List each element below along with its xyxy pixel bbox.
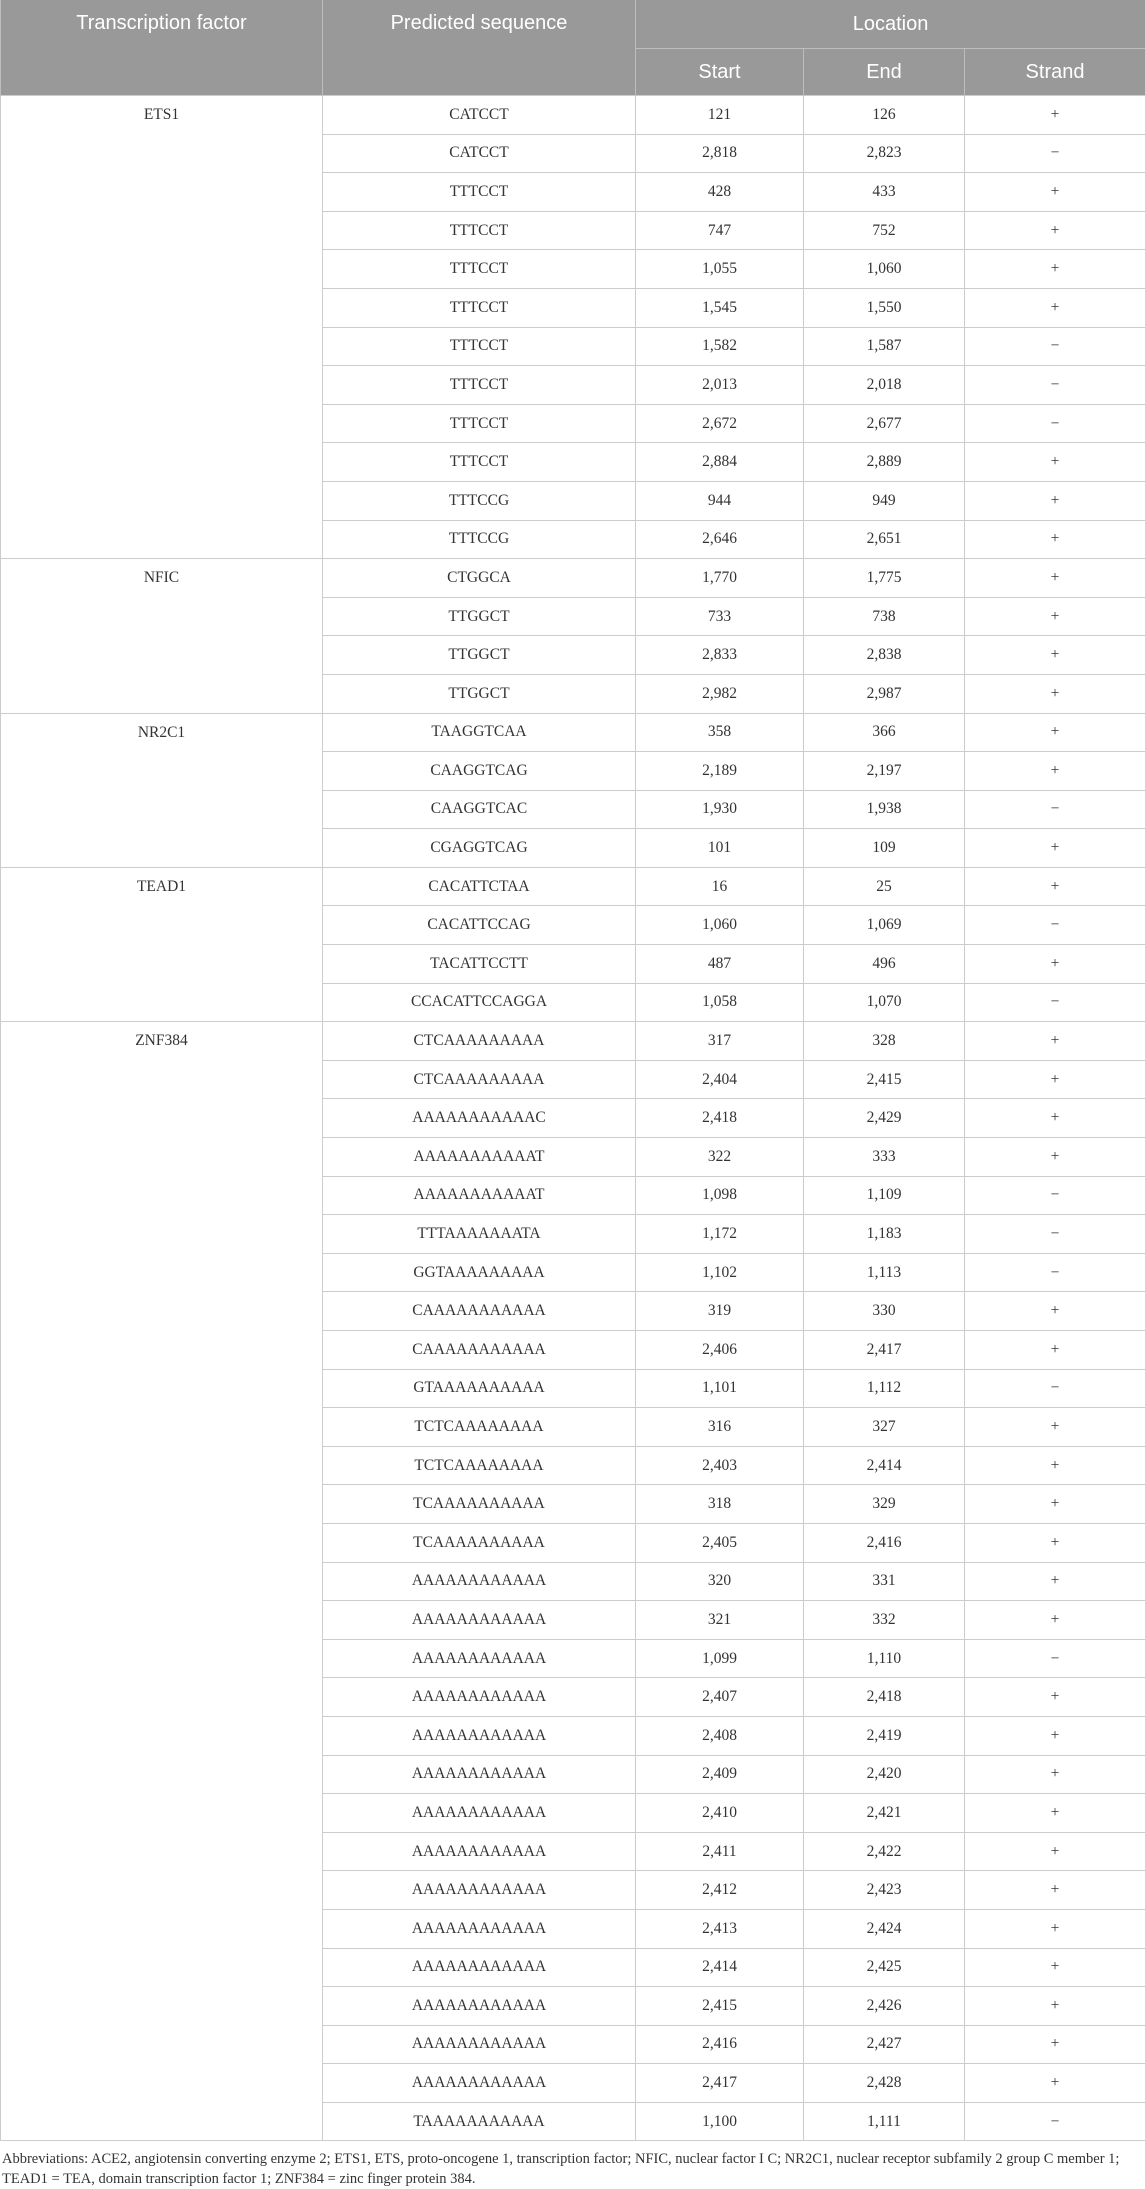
strand-cell: + xyxy=(965,211,1145,250)
sequence-cell: TTTCCT xyxy=(323,404,636,443)
strand-cell: + xyxy=(965,1909,1145,1948)
start-cell: 2,408 xyxy=(636,1716,804,1755)
start-cell: 317 xyxy=(636,1022,804,1061)
sequence-cell: AAAAAAAAAAAA xyxy=(323,1639,636,1678)
header-predicted-sequence: Predicted sequence xyxy=(323,0,636,96)
table-row xyxy=(1,867,1145,906)
strand-cell: + xyxy=(965,1794,1145,1833)
start-cell: 2,406 xyxy=(636,1331,804,1370)
start-cell: 16 xyxy=(636,867,804,906)
sequence-cell: TTTCCG xyxy=(323,481,636,520)
strand-cell: − xyxy=(965,1253,1145,1292)
start-cell: 101 xyxy=(636,829,804,868)
transcription-factor-cell: NR2C1 xyxy=(1,713,323,867)
end-cell: 1,938 xyxy=(804,790,965,829)
sequence-cell: TCAAAAAAAAAA xyxy=(323,1523,636,1562)
start-cell: 1,100 xyxy=(636,2102,804,2141)
sequence-cell: TCTCAAAAAAAA xyxy=(323,1408,636,1447)
strand-cell: + xyxy=(965,867,1145,906)
strand-cell: + xyxy=(965,636,1145,675)
end-cell: 2,427 xyxy=(804,2025,965,2064)
table-row xyxy=(1,1022,1145,1061)
sequence-cell: CAAGGTCAC xyxy=(323,790,636,829)
sequence-cell: CAAAAAAAAAAA xyxy=(323,1331,636,1370)
end-cell: 2,889 xyxy=(804,443,965,482)
end-cell: 2,426 xyxy=(804,1987,965,2026)
start-cell: 2,884 xyxy=(636,443,804,482)
sequence-cell: TTTCCT xyxy=(323,250,636,289)
start-cell: 316 xyxy=(636,1408,804,1447)
strand-cell: + xyxy=(965,1099,1145,1138)
start-cell: 2,410 xyxy=(636,1794,804,1833)
sequence-cell: AAAAAAAAAAAA xyxy=(323,2064,636,2103)
sequence-cell: TTTCCT xyxy=(323,173,636,212)
end-cell: 2,838 xyxy=(804,636,965,675)
strand-cell: + xyxy=(965,1755,1145,1794)
strand-cell: − xyxy=(965,2102,1145,2141)
end-cell: 2,651 xyxy=(804,520,965,559)
start-cell: 1,058 xyxy=(636,983,804,1022)
strand-cell: + xyxy=(965,1562,1145,1601)
sequence-cell: TTTCCT xyxy=(323,288,636,327)
end-cell: 1,070 xyxy=(804,983,965,1022)
transcription-factor-cell: TEAD1 xyxy=(1,867,323,1021)
end-cell: 1,110 xyxy=(804,1639,965,1678)
end-cell: 329 xyxy=(804,1485,965,1524)
end-cell: 366 xyxy=(804,713,965,752)
end-cell: 331 xyxy=(804,1562,965,1601)
start-cell: 1,060 xyxy=(636,906,804,945)
strand-cell: − xyxy=(965,1215,1145,1254)
strand-cell: + xyxy=(965,1948,1145,1987)
sequence-cell: TTTCCT xyxy=(323,366,636,405)
end-cell: 2,424 xyxy=(804,1909,965,1948)
end-cell: 2,419 xyxy=(804,1716,965,1755)
start-cell: 2,405 xyxy=(636,1523,804,1562)
strand-cell: + xyxy=(965,2064,1145,2103)
start-cell: 121 xyxy=(636,96,804,135)
sequence-cell: AAAAAAAAAAAC xyxy=(323,1099,636,1138)
sequence-cell: CTCAAAAAAAAA xyxy=(323,1022,636,1061)
sequence-cell: AAAAAAAAAAAA xyxy=(323,1716,636,1755)
strand-cell: + xyxy=(965,1523,1145,1562)
sequence-cell: AAAAAAAAAAAA xyxy=(323,1909,636,1948)
start-cell: 2,407 xyxy=(636,1678,804,1717)
sequence-cell: AAAAAAAAAAAA xyxy=(323,1948,636,1987)
start-cell: 428 xyxy=(636,173,804,212)
start-cell: 2,415 xyxy=(636,1987,804,2026)
strand-cell: − xyxy=(965,134,1145,173)
strand-cell: + xyxy=(965,1601,1145,1640)
start-cell: 1,770 xyxy=(636,559,804,598)
sequence-cell: CGAGGTCAG xyxy=(323,829,636,868)
sequence-cell: GGTAAAAAAAAA xyxy=(323,1253,636,1292)
strand-cell: − xyxy=(965,327,1145,366)
transcription-factor-cell: ZNF384 xyxy=(1,1022,323,2141)
end-cell: 1,111 xyxy=(804,2102,965,2141)
table-footnote: Abbreviations: ACE2, angiotensin converting enzyme 2; ETS1, ETS, proto-oncogene 1, transcription factor; NFIC, nuclear factor I C; NR2C1, nuclear receptor subfamily 2 group C member 1; TEAD1 = TEA, domain transcription factor 1; ZNF384 = zinc finger protein 384. xyxy=(0,2141,1145,2189)
end-cell: 109 xyxy=(804,829,965,868)
strand-cell: − xyxy=(965,404,1145,443)
sequence-cell: CAAGGTCAG xyxy=(323,752,636,791)
sequence-cell: AAAAAAAAAAAT xyxy=(323,1138,636,1177)
start-cell: 2,418 xyxy=(636,1099,804,1138)
strand-cell: − xyxy=(965,1176,1145,1215)
start-cell: 2,409 xyxy=(636,1755,804,1794)
sequence-cell: CACATTCCAG xyxy=(323,906,636,945)
strand-cell: + xyxy=(965,1292,1145,1331)
sequence-cell: TTTCCT xyxy=(323,443,636,482)
strand-cell: + xyxy=(965,1871,1145,1910)
end-cell: 332 xyxy=(804,1601,965,1640)
header-start: Start xyxy=(636,49,804,96)
start-cell: 2,833 xyxy=(636,636,804,675)
start-cell: 1,930 xyxy=(636,790,804,829)
strand-cell: + xyxy=(965,481,1145,520)
start-cell: 2,413 xyxy=(636,1909,804,1948)
end-cell: 2,415 xyxy=(804,1060,965,1099)
start-cell: 2,672 xyxy=(636,404,804,443)
end-cell: 2,987 xyxy=(804,674,965,713)
end-cell: 2,417 xyxy=(804,1331,965,1370)
start-cell: 1,101 xyxy=(636,1369,804,1408)
start-cell: 358 xyxy=(636,713,804,752)
start-cell: 2,982 xyxy=(636,674,804,713)
end-cell: 1,587 xyxy=(804,327,965,366)
strand-cell: + xyxy=(965,1022,1145,1061)
end-cell: 2,197 xyxy=(804,752,965,791)
end-cell: 2,018 xyxy=(804,366,965,405)
sequence-cell: CACATTCTAA xyxy=(323,867,636,906)
sequence-cell: AAAAAAAAAAAA xyxy=(323,1678,636,1717)
start-cell: 2,818 xyxy=(636,134,804,173)
sequence-cell: AAAAAAAAAAAA xyxy=(323,1871,636,1910)
sequence-cell: TTTCCG xyxy=(323,520,636,559)
end-cell: 2,429 xyxy=(804,1099,965,1138)
strand-cell: + xyxy=(965,520,1145,559)
sequence-cell: GTAAAAAAAAAA xyxy=(323,1369,636,1408)
sequence-cell: TACATTCCTT xyxy=(323,945,636,984)
strand-cell: + xyxy=(965,674,1145,713)
sequence-cell: CTGGCA xyxy=(323,559,636,598)
start-cell: 944 xyxy=(636,481,804,520)
end-cell: 1,112 xyxy=(804,1369,965,1408)
strand-cell: + xyxy=(965,443,1145,482)
header-location: Location xyxy=(636,0,1145,49)
end-cell: 1,113 xyxy=(804,1253,965,1292)
sequence-cell: AAAAAAAAAAAT xyxy=(323,1176,636,1215)
end-cell: 1,109 xyxy=(804,1176,965,1215)
sequence-cell: AAAAAAAAAAAA xyxy=(323,1601,636,1640)
end-cell: 1,183 xyxy=(804,1215,965,1254)
end-cell: 2,416 xyxy=(804,1523,965,1562)
start-cell: 320 xyxy=(636,1562,804,1601)
start-cell: 2,416 xyxy=(636,2025,804,2064)
strand-cell: + xyxy=(965,1832,1145,1871)
start-cell: 2,189 xyxy=(636,752,804,791)
strand-cell: + xyxy=(965,1138,1145,1177)
start-cell: 2,414 xyxy=(636,1948,804,1987)
start-cell: 2,403 xyxy=(636,1446,804,1485)
end-cell: 328 xyxy=(804,1022,965,1061)
end-cell: 2,428 xyxy=(804,2064,965,2103)
start-cell: 1,099 xyxy=(636,1639,804,1678)
strand-cell: + xyxy=(965,1408,1145,1447)
start-cell: 1,098 xyxy=(636,1176,804,1215)
end-cell: 752 xyxy=(804,211,965,250)
transcription-factor-cell: NFIC xyxy=(1,559,323,713)
sequence-cell: TAAAAAAAAAAA xyxy=(323,2102,636,2141)
start-cell: 1,055 xyxy=(636,250,804,289)
sequence-cell: CATCCT xyxy=(323,96,636,135)
strand-cell: − xyxy=(965,1639,1145,1678)
start-cell: 2,013 xyxy=(636,366,804,405)
sequence-cell: AAAAAAAAAAAA xyxy=(323,1755,636,1794)
sequence-cell: TTTAAAAAAATA xyxy=(323,1215,636,1254)
strand-cell: − xyxy=(965,1369,1145,1408)
start-cell: 2,412 xyxy=(636,1871,804,1910)
strand-cell: − xyxy=(965,366,1145,405)
strand-cell: + xyxy=(965,2025,1145,2064)
sequence-cell: TTTCCT xyxy=(323,211,636,250)
end-cell: 2,823 xyxy=(804,134,965,173)
end-cell: 327 xyxy=(804,1408,965,1447)
start-cell: 1,172 xyxy=(636,1215,804,1254)
transcription-factor-cell: ETS1 xyxy=(1,96,323,559)
end-cell: 2,421 xyxy=(804,1794,965,1833)
end-cell: 738 xyxy=(804,597,965,636)
strand-cell: − xyxy=(965,906,1145,945)
strand-cell: − xyxy=(965,790,1145,829)
table-row xyxy=(1,96,1145,135)
start-cell: 2,646 xyxy=(636,520,804,559)
start-cell: 318 xyxy=(636,1485,804,1524)
start-cell: 2,411 xyxy=(636,1832,804,1871)
sequence-cell: TCTCAAAAAAAA xyxy=(323,1446,636,1485)
start-cell: 322 xyxy=(636,1138,804,1177)
end-cell: 1,060 xyxy=(804,250,965,289)
sequence-cell: TTTCCT xyxy=(323,327,636,366)
start-cell: 1,582 xyxy=(636,327,804,366)
start-cell: 1,545 xyxy=(636,288,804,327)
strand-cell: + xyxy=(965,1716,1145,1755)
sequence-cell: TCAAAAAAAAAA xyxy=(323,1485,636,1524)
end-cell: 330 xyxy=(804,1292,965,1331)
strand-cell: + xyxy=(965,1446,1145,1485)
strand-cell: + xyxy=(965,173,1145,212)
end-cell: 126 xyxy=(804,96,965,135)
start-cell: 319 xyxy=(636,1292,804,1331)
sequence-cell: TTGGCT xyxy=(323,636,636,675)
end-cell: 2,422 xyxy=(804,1832,965,1871)
strand-cell: + xyxy=(965,1678,1145,1717)
strand-cell: + xyxy=(965,96,1145,135)
sequence-cell: CAAAAAAAAAAA xyxy=(323,1292,636,1331)
sequence-cell: TTGGCT xyxy=(323,674,636,713)
sequence-cell: CCACATTCCAGGA xyxy=(323,983,636,1022)
end-cell: 2,425 xyxy=(804,1948,965,1987)
sequence-cell: TAAGGTCAA xyxy=(323,713,636,752)
header-end: End xyxy=(804,49,965,96)
end-cell: 333 xyxy=(804,1138,965,1177)
strand-cell: + xyxy=(965,1060,1145,1099)
strand-cell: + xyxy=(965,288,1145,327)
sequence-cell: TTGGCT xyxy=(323,597,636,636)
start-cell: 2,417 xyxy=(636,2064,804,2103)
strand-cell: + xyxy=(965,1987,1145,2026)
strand-cell: + xyxy=(965,945,1145,984)
strand-cell: + xyxy=(965,713,1145,752)
end-cell: 2,420 xyxy=(804,1755,965,1794)
strand-cell: + xyxy=(965,559,1145,598)
table-row xyxy=(1,559,1145,598)
strand-cell: − xyxy=(965,983,1145,1022)
end-cell: 1,550 xyxy=(804,288,965,327)
end-cell: 2,418 xyxy=(804,1678,965,1717)
start-cell: 321 xyxy=(636,1601,804,1640)
sequence-cell: AAAAAAAAAAAA xyxy=(323,2025,636,2064)
start-cell: 733 xyxy=(636,597,804,636)
sequence-cell: CATCCT xyxy=(323,134,636,173)
end-cell: 25 xyxy=(804,867,965,906)
start-cell: 747 xyxy=(636,211,804,250)
sequence-cell: CTCAAAAAAAAA xyxy=(323,1060,636,1099)
header-transcription-factor: Transcription factor xyxy=(1,0,323,96)
end-cell: 1,775 xyxy=(804,559,965,598)
end-cell: 1,069 xyxy=(804,906,965,945)
strand-cell: + xyxy=(965,752,1145,791)
table-header xyxy=(1,0,1145,96)
sequence-cell: AAAAAAAAAAAA xyxy=(323,1987,636,2026)
header-strand: Strand xyxy=(965,49,1145,96)
table-row xyxy=(1,713,1145,752)
sequence-cell: AAAAAAAAAAAA xyxy=(323,1832,636,1871)
strand-cell: + xyxy=(965,829,1145,868)
end-cell: 2,414 xyxy=(804,1446,965,1485)
strand-cell: + xyxy=(965,1485,1145,1524)
end-cell: 433 xyxy=(804,173,965,212)
start-cell: 1,102 xyxy=(636,1253,804,1292)
start-cell: 2,404 xyxy=(636,1060,804,1099)
strand-cell: + xyxy=(965,1331,1145,1370)
sequence-cell: AAAAAAAAAAAA xyxy=(323,1794,636,1833)
end-cell: 496 xyxy=(804,945,965,984)
end-cell: 2,423 xyxy=(804,1871,965,1910)
end-cell: 949 xyxy=(804,481,965,520)
strand-cell: + xyxy=(965,250,1145,289)
table-body xyxy=(1,96,1145,2141)
start-cell: 487 xyxy=(636,945,804,984)
end-cell: 2,677 xyxy=(804,404,965,443)
strand-cell: + xyxy=(965,597,1145,636)
sequence-cell: AAAAAAAAAAAA xyxy=(323,1562,636,1601)
